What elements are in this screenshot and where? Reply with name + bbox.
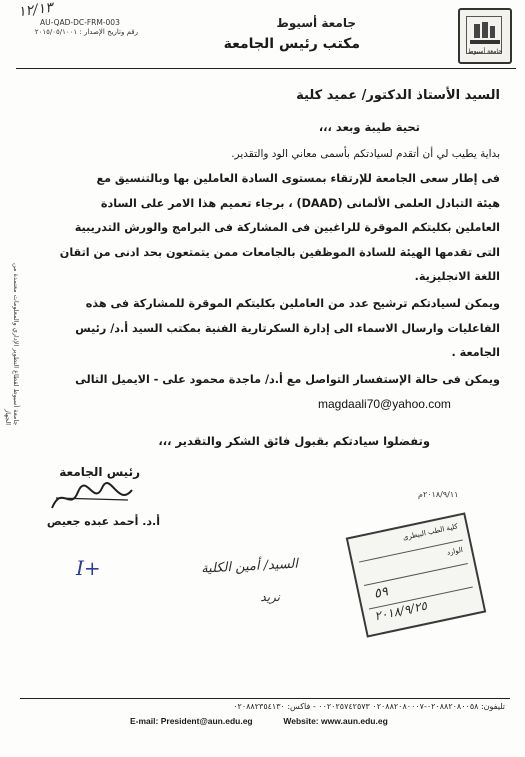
incoming-stamp — [346, 512, 487, 637]
stamp-number: ٥٩ — [372, 584, 390, 602]
addressee: السيد الأستاذ الدكتور/ عميد كلية — [296, 88, 500, 103]
greeting: تحية طيبة وبعد ،،، — [318, 120, 420, 134]
logo-text: جامعة أسيوط — [468, 48, 502, 55]
footer-website-label: Website: — [283, 716, 319, 726]
footer-phones: تليفون: ٠٢٠٨٨٢٠٨٠٠٥٨-٠٢٠٨٨٢٠٨٠٠٠٧ ٠٠٢٠٢٥٧٤٢٥٧٣ - فاكس: ٠٢٠٨٨٢٣٥٤١٣٠ — [233, 702, 505, 711]
stamp-line-1: كلية الطب البيطرى — [402, 522, 459, 542]
signature-title: رئيس الجامعة — [59, 465, 140, 479]
closing-line: وتفضلوا سيادتكم بقبول فائق الشكر والتقدير ،،، — [158, 434, 430, 448]
side-certification-text: جامعة أسيوط لقطاع التطوير الإداري والمعلومات معتمدة من الجهاز — [4, 262, 20, 425]
university-logo — [458, 8, 512, 64]
header-rule — [16, 68, 516, 69]
opening-line: بداية يطيب لي أن أتقدم لسيادتكم بأسمى معاني الود والتقدير. — [231, 148, 500, 160]
paragraph-2 — [40, 292, 500, 366]
paragraph-3: ويمكن فى حالة الإستفسار التواصل مع أ.د/ ماجدة محمود على - الايميل التالى — [75, 373, 500, 386]
paragraph-1-line: هيئة التبادل العلمى الألمانى (DAAD) ، برجاء تعميم هذا الامر على السادة — [100, 196, 500, 210]
paragraph-2-line: ويمكن لسيادتكم ترشيح عدد من العاملين بكليتكم الموقرة للمشاركة فى هذه — [85, 297, 500, 310]
footer-rule — [20, 698, 510, 699]
paragraph-1 — [40, 167, 500, 290]
stamp-date: ٢٠١٨/٩/٢٥ — [373, 598, 429, 624]
paragraph-2-line: الجامعة . — [451, 346, 500, 359]
paragraph-1-line: اللغة الانجليزية. — [414, 270, 500, 283]
footer-email[interactable]: President@aun.edu.eg — [160, 716, 253, 726]
office-name: مكتب رئيس الجامعة — [223, 36, 360, 52]
university-name: جامعة أسيوط — [276, 16, 356, 30]
signature-date: ٢٠١٨/٩/١١م — [418, 490, 459, 499]
form-code: AU-QAD-DC-FRM-003 — [40, 18, 120, 27]
footer-email-label: E-mail: — [130, 716, 159, 726]
stamp-line-2: الوارد — [446, 545, 464, 557]
signature-name: أ.د. أحمد عبده جعيص — [46, 515, 160, 528]
handwritten-reference-number: ١٢/١٣ — [17, 0, 54, 21]
form-version: رقم وتاريخ الإصدار : ٢٠١٥/٠٥/١٠٠١ — [34, 28, 138, 36]
handwritten-plus-note: I+ — [76, 556, 101, 580]
paragraph-1-line: العاملين بكليتكم الموقرة للراغبين فى المشاركة فى البرامج والورش التدريبية — [74, 221, 500, 234]
paragraph-2-line: الفاعليات وارسال الاسماء الى إدارة السكرتارية الفنية بمكتب السيد أ.د/ رئيس — [75, 321, 500, 335]
footer-website[interactable]: www.aun.edu.eg — [321, 716, 388, 726]
handwritten-routing-note: السيد/ أمين الكلية — [200, 556, 299, 577]
signature-scribble-icon — [48, 478, 138, 518]
paragraph-1-line: فى إطار سعى الجامعة للإرتقاء بمستوى السادة العاملين بها وبالتنسيق مع — [96, 172, 500, 185]
paragraph-1-line: التى تقدمها الهيئة للسادة الموظفين بالجامعات ممن يتمتعون بحد ادنى من اتقان — [59, 245, 500, 259]
contact-email[interactable]: magdaali70@yahoo.com — [318, 397, 451, 411]
handwritten-initials: نريد — [260, 590, 280, 604]
footer-contacts — [130, 716, 388, 726]
